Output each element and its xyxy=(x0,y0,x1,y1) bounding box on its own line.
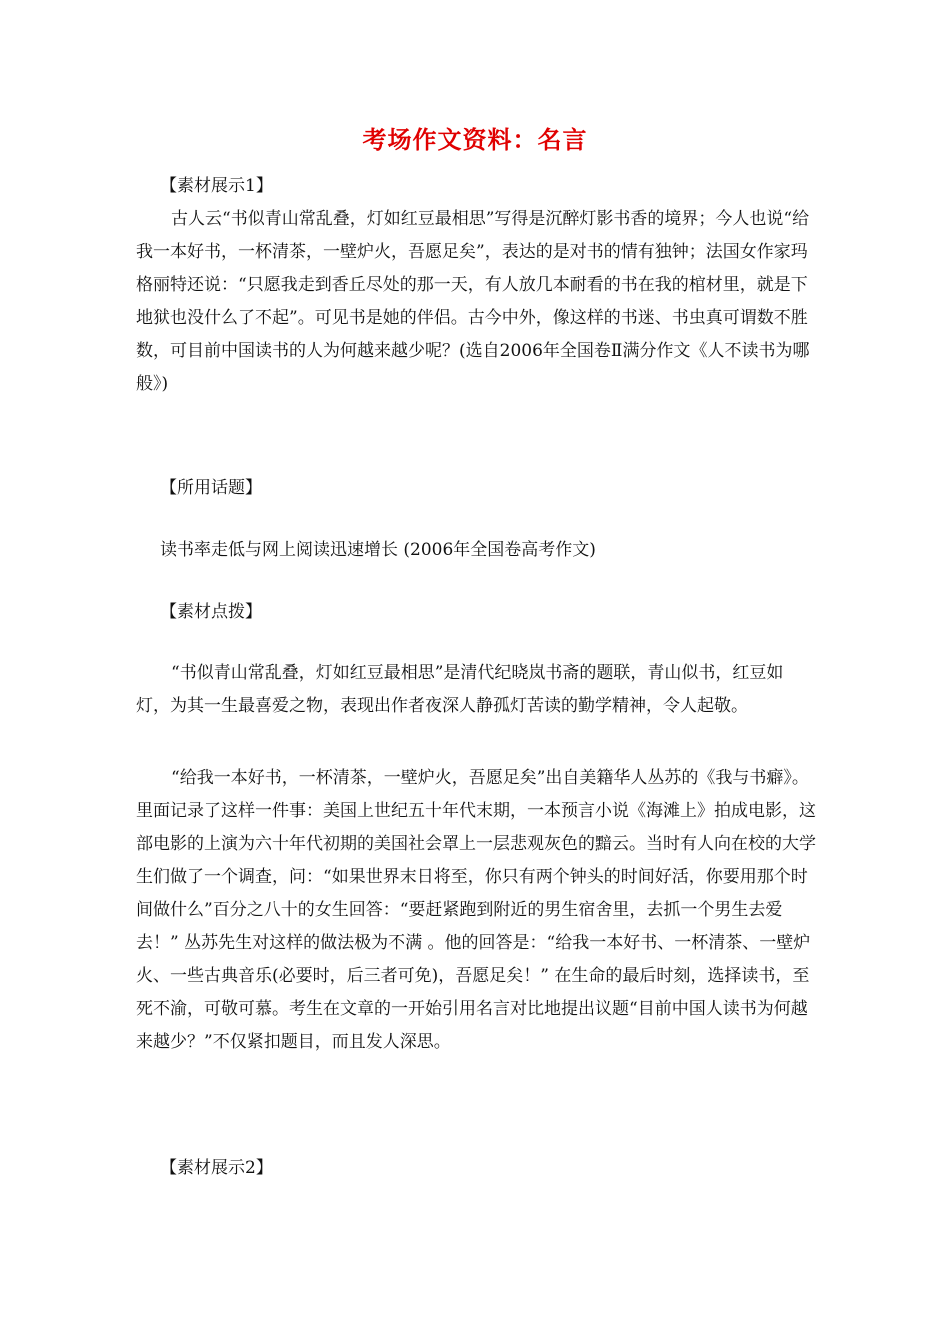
section1-heading: 【素材展示1】 xyxy=(160,176,273,196)
analysis-heading: 【素材点拨】 xyxy=(160,602,262,622)
document-title: 考场作文资料：名言 xyxy=(362,126,588,154)
analysis-paragraph-2-text: “给我一本好书，一杯清茶，一壁炉火，吾愿足矣”出自美籍华人丛苏的《我与书癖》。里面记录了这样一件事：美国上世纪五十年代末期，一本预言小说《海滩上》拍成电影，这部电影的上演为六十年代初期的美国社会罩上一层悲观灰色的黯云。当时有人向在校的大学生们做了一个调查，问：“如果世界末日将至，你只有两个钟头的时间好活，你要用那个时间做什么”百分之八十的女生回答：“要赶紧跑到附近的男生宿舍里，去抓一个男生去爱去！” 丛苏先生对这样的做法极为不满 。他的回答是：“给我一本好书、一杯清茶、一壁炉火、一些古典音乐(必要时，后三者可免)，吾愿足矣！” 在生命的最后时刻，选择读书，至死不渝，可敬可慕。考生在文章的一开始引用名言对比地提出议题“目前中国人读书为何越来越少？”不仅紧扣题目，而且发人深思。 xyxy=(136,768,816,1052)
topic-heading: 【所用话题】 xyxy=(160,478,262,498)
analysis-paragraph-2 xyxy=(136,762,816,1059)
section2-heading: 【素材展示2】 xyxy=(160,1158,273,1178)
section1-paragraph xyxy=(136,203,816,401)
topic-text: 读书率走低与网上阅读迅速增长 (2006年全国卷高考作文) xyxy=(160,540,596,560)
section1-paragraph-text: 古人云“书似青山常乱叠，灯如红豆最相思”写得是沉醉灯影书香的境界；今人也说“给我一本好书，一杯清茶，一壁炉火，吾愿足矣”，表达的是对书的情有独钟；法国女作家玛格丽特还说：“只愿我走到香丘尽处的那一天，有人放几本耐看的书在我的棺材里，就是下地狱也没什么了不起”。可见书是她的伴侣。古今中外，像这样的书迷、书虫真可谓数不胜数，可目前中国读书的人为何越来越少呢？(选自2006年全国卷Ⅱ满分作文《人不读书为哪般》) xyxy=(136,209,810,394)
analysis-paragraph-1-text: “书似青山常乱叠，灯如红豆最相思”是清代纪晓岚书斋的题联，青山似书，红豆如灯，为其一生最喜爱之物，表现出作者夜深人静孤灯苦读的勤学精神，令人起敬。 xyxy=(136,663,784,716)
analysis-paragraph-1 xyxy=(136,657,816,723)
